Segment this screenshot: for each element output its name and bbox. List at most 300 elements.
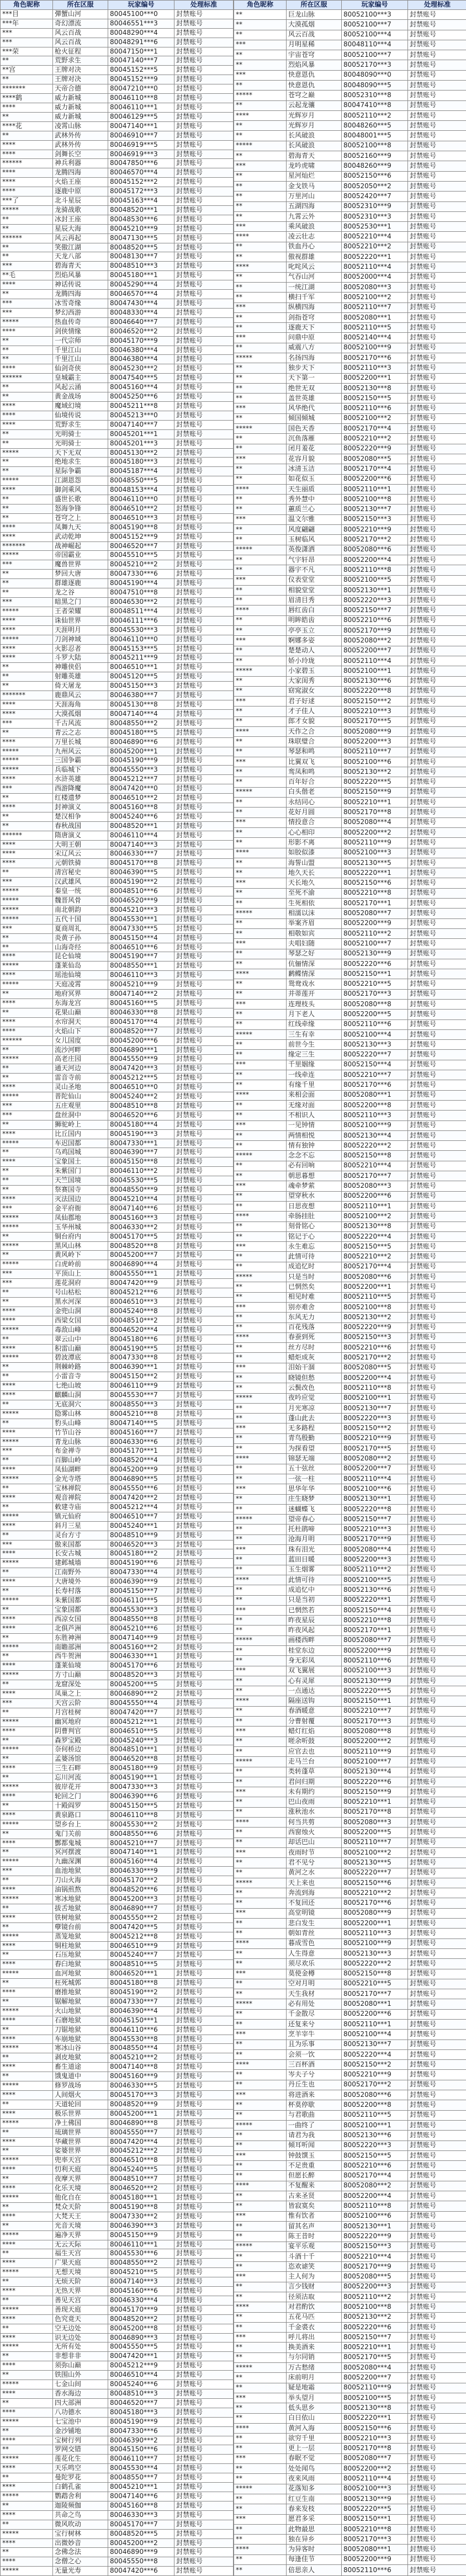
cell-player-id: 80048510***5 — [108, 1960, 174, 1969]
table-row — [234, 454, 466, 464]
table-row — [234, 2161, 466, 2171]
cell-player-id: 80046520***1 — [108, 1969, 174, 1979]
cell-server: 王牌对决 — [53, 75, 108, 84]
cell-player-id: 80052220***1 — [342, 252, 408, 262]
cell-nickname: ** — [1, 1531, 53, 1540]
cell-server: 净土佛国 — [53, 2118, 108, 2128]
cell-penalty: 封禁账号 — [408, 2474, 466, 2484]
cell-server: 盘丝洞中 — [53, 1111, 108, 1120]
cell-player-id: 80052050***2 — [342, 181, 408, 191]
table-row — [234, 514, 466, 524]
cell-server: 还复来兮 — [287, 2019, 342, 2029]
cell-server: 蓬莱仙境 — [53, 1661, 108, 1671]
cell-player-id: 80045160***9 — [108, 2072, 174, 2081]
cell-penalty: 封禁账号 — [174, 1614, 234, 1624]
cell-server: 东胜神洲 — [53, 1633, 108, 1643]
cell-penalty: 封禁账号 — [408, 798, 466, 808]
cell-nickname: ** — [234, 1130, 287, 1140]
cell-nickname: ** — [234, 676, 287, 686]
cell-penalty: 封禁账号 — [408, 2141, 466, 2150]
cell-penalty: 封禁账号 — [174, 737, 234, 747]
cell-nickname: **** — [1, 2091, 53, 2100]
cell-player-id: 80052150***3 — [342, 2242, 408, 2251]
cell-player-id: 80048153***4 — [108, 486, 174, 495]
cell-player-id: 80045510***5 — [108, 551, 174, 560]
cell-penalty: 封禁账号 — [408, 1151, 466, 1161]
cell-server: 神雕侠侣 — [53, 663, 108, 672]
cell-nickname: ****花 — [1, 121, 53, 131]
table-row — [234, 787, 466, 797]
table-row — [234, 1141, 466, 1151]
cell-server: 修罗战场 — [53, 2081, 108, 2091]
cell-penalty: 封禁账号 — [174, 1913, 234, 1922]
cell-server: 天涯明月 — [53, 625, 108, 635]
table-row — [1, 1297, 234, 1306]
table-row — [1, 1605, 234, 1614]
cell-penalty: 封禁账号 — [408, 838, 466, 848]
table-row — [234, 1282, 466, 1292]
table-row — [234, 1626, 466, 1635]
cell-player-id: 80052100***3 — [342, 1666, 408, 1676]
cell-player-id: 80047420***6 — [108, 2567, 174, 2576]
cell-penalty: 封禁账号 — [174, 2147, 234, 2156]
cell-player-id: 80045190***2 — [108, 1988, 174, 1998]
table-row — [1, 812, 234, 821]
cell-player-id: 80045211***9 — [108, 654, 174, 663]
cell-player-id: 80052170***6 — [342, 353, 408, 363]
cell-server: 惟有饮者 — [287, 2211, 342, 2221]
cell-nickname: ** — [1, 131, 53, 140]
cell-penalty: 封禁账号 — [174, 513, 234, 523]
cell-nickname: ** — [234, 2403, 287, 2413]
cell-player-id: 80052110***5 — [342, 323, 408, 333]
cell-player-id: 80046390***3 — [108, 2221, 174, 2230]
table-row — [1, 2165, 234, 2175]
cell-player-id: 80052200***2 — [342, 2464, 408, 2474]
cell-player-id: 80052100***7 — [342, 20, 408, 30]
cell-penalty: 封禁账号 — [174, 1680, 234, 1690]
cell-player-id: 80052170***5 — [342, 2352, 408, 2362]
cell-server: 君子好逑 — [287, 697, 342, 707]
table-row — [234, 697, 466, 707]
table-row — [234, 1878, 466, 1888]
table-row — [234, 726, 466, 736]
table-row — [234, 201, 466, 211]
table-row — [1, 2128, 234, 2137]
cell-player-id: 80045210***3 — [108, 905, 174, 915]
cell-nickname: *** — [234, 1060, 287, 1070]
cell-server: 朝思暮想 — [287, 1171, 342, 1181]
cell-player-id: 80045200***8 — [108, 2324, 174, 2333]
cell-player-id: 80052110***5 — [342, 1292, 408, 1302]
cell-player-id: 80047140***3 — [108, 840, 174, 849]
cell-server: 暗黑之门 — [53, 598, 108, 607]
cell-player-id: 80052220***5 — [342, 2504, 408, 2514]
cell-server: 夜摩天界 — [53, 2175, 108, 2184]
cell-nickname: ***** — [1, 2417, 53, 2426]
cell-penalty: 封禁账号 — [174, 1997, 234, 2006]
cell-server: 四大部洲 — [53, 2398, 108, 2408]
cell-player-id: 80046510***3 — [108, 513, 174, 523]
table-row — [1, 794, 234, 803]
cell-player-id: 80045200***3 — [108, 1894, 174, 1904]
cell-nickname: ** — [234, 1100, 287, 1110]
table-row — [234, 2333, 466, 2343]
cell-penalty: 封禁账号 — [408, 1999, 466, 2009]
cell-penalty: 封禁账号 — [408, 2363, 466, 2373]
cell-server: 蜡炬成灰 — [287, 1353, 342, 1363]
cell-nickname: ** — [234, 838, 287, 848]
cell-player-id: 80052210***4 — [342, 1161, 408, 1171]
cell-penalty: 封禁账号 — [174, 2175, 234, 2184]
cell-player-id: 80052170***1 — [342, 899, 408, 909]
cell-server: 换美酒来 — [287, 2343, 342, 2352]
cell-server: 通天河边 — [53, 1064, 108, 1074]
table-row — [234, 1727, 466, 1736]
cell-nickname: ** — [1, 504, 53, 513]
cell-nickname: ***** — [1, 2455, 53, 2464]
cell-player-id: 80052210***5 — [342, 1979, 408, 1989]
table-row — [1, 1176, 234, 1186]
table-row — [1, 915, 234, 924]
cell-server: 元朝铁骑 — [53, 859, 108, 868]
table-row — [1, 1186, 234, 1195]
cell-server: 青云之志 — [53, 728, 108, 737]
cell-penalty: 封禁账号 — [408, 1818, 466, 1828]
cell-penalty: 封禁账号 — [174, 1717, 234, 1727]
cell-player-id: 80045550***6 — [108, 1484, 174, 1494]
cell-penalty: 封禁账号 — [174, 812, 234, 821]
cell-nickname: ** — [234, 1080, 287, 1090]
cell-player-id: 80052170***1 — [342, 1626, 408, 1635]
cell-player-id: 80052150***1 — [342, 2514, 408, 2524]
table-row — [1, 878, 234, 887]
cell-player-id: 80046520***9 — [108, 896, 174, 906]
cell-server: 钟鼓馔玉 — [287, 2150, 342, 2160]
cell-nickname: **** — [234, 2302, 287, 2312]
cell-player-id: 80045530***4 — [108, 2464, 174, 2473]
table-row — [1, 2184, 234, 2193]
cell-nickname: *** — [1, 560, 53, 570]
cell-player-id: 80048260***9 — [342, 161, 408, 171]
cell-penalty: 封禁账号 — [408, 1908, 466, 1918]
cell-penalty: 封禁账号 — [174, 1241, 234, 1251]
cell-penalty: 封禁账号 — [174, 709, 234, 719]
cell-nickname: ** — [234, 2535, 287, 2545]
cell-penalty: 封禁账号 — [174, 1213, 234, 1223]
cell-server: 花果山巅 — [53, 1008, 108, 1017]
cell-player-id: 80048090***0 — [342, 70, 408, 80]
cell-penalty: 封禁账号 — [408, 2444, 466, 2453]
cell-player-id: 80052220***9 — [342, 444, 408, 454]
table-row — [234, 1746, 466, 1756]
cell-nickname: ** — [1, 1736, 53, 1745]
cell-penalty: 封禁账号 — [408, 1080, 466, 1090]
cell-penalty: 封禁账号 — [174, 616, 234, 625]
cell-server: 龙骑战歌 — [53, 205, 108, 215]
cell-penalty: 封禁账号 — [408, 20, 466, 30]
cell-nickname: ** — [234, 2373, 287, 2383]
cell-player-id: 80046390***6 — [108, 1792, 174, 1802]
table-row — [234, 1332, 466, 1342]
cell-server: 建邺城墙 — [53, 1559, 108, 1568]
table-row — [234, 1322, 466, 1332]
cell-server: 举头望月 — [287, 2393, 342, 2403]
cell-penalty: 封禁账号 — [174, 719, 234, 728]
cell-server: 必有用处 — [287, 1999, 342, 2009]
cell-server: 昨夜星辰 — [287, 1616, 342, 1626]
cell-nickname: **** — [1, 1690, 53, 1699]
cell-penalty: 封禁账号 — [408, 201, 466, 211]
cell-server: 炎黄子孙 — [53, 933, 108, 943]
cell-server: 凌云壮志 — [287, 232, 342, 242]
cell-penalty: 封禁账号 — [408, 1646, 466, 1656]
table-row — [1, 635, 234, 644]
cell-penalty: 封禁账号 — [408, 232, 466, 242]
cell-player-id: 80052210***6 — [342, 615, 408, 625]
cell-player-id: 80046510***3 — [108, 1297, 174, 1306]
cell-server: 一代宗师 — [53, 336, 108, 346]
table-row — [1, 644, 234, 654]
cell-server: 叱咤风云 — [287, 262, 342, 272]
cell-server: 天竺国境 — [53, 1176, 108, 1186]
table-row — [1, 766, 234, 775]
cell-nickname: ***** — [1, 2081, 53, 2091]
cell-nickname: ***** — [1, 1260, 53, 1270]
cell-nickname: *** — [234, 2090, 287, 2100]
cell-player-id: 80045200***6 — [108, 1036, 174, 1045]
cell-nickname: ** — [234, 1343, 287, 1353]
table-row — [234, 40, 466, 50]
cell-penalty: 封禁账号 — [174, 570, 234, 579]
cell-penalty: 封禁账号 — [408, 403, 466, 413]
cell-penalty: 封禁账号 — [174, 411, 234, 420]
cell-nickname: **** — [1, 775, 53, 784]
cell-nickname: ***** — [1, 1055, 53, 1064]
cell-penalty: 封禁账号 — [174, 756, 234, 766]
cell-player-id: 80045210***5 — [108, 2268, 174, 2277]
cell-server: 光音天境 — [53, 2221, 108, 2230]
cell-penalty: 封禁账号 — [408, 1070, 466, 1080]
cell-player-id: 80052130***9 — [342, 1676, 408, 1686]
cell-server: 光明骑士 — [53, 429, 108, 439]
cell-server: 诛仙世界 — [53, 616, 108, 625]
cell-nickname: ** — [1, 2202, 53, 2212]
cell-penalty: 封禁账号 — [174, 1027, 234, 1036]
cell-player-id: 80045212***2 — [108, 2147, 174, 2156]
cell-server: 铭记于心 — [287, 1231, 342, 1241]
cell-server: 方寸山巅 — [53, 1671, 108, 1680]
cell-nickname: **** — [1, 1913, 53, 1922]
cell-nickname: ** — [234, 1464, 287, 1474]
cell-penalty: 封禁账号 — [408, 1171, 466, 1181]
cell-nickname: *** — [234, 161, 287, 171]
cell-nickname: **** — [234, 232, 287, 242]
cell-server: 奈何桥边 — [53, 1745, 108, 1755]
cell-nickname: ** — [234, 1979, 287, 1989]
cell-server: 皆寂寞矣 — [287, 2201, 342, 2211]
cell-player-id: 80045200***2 — [108, 2538, 174, 2548]
cell-penalty: 封禁账号 — [408, 636, 466, 646]
table-row — [1, 1363, 234, 1372]
cell-player-id: 80047330***4 — [108, 1568, 174, 1578]
cell-nickname: ***** — [234, 424, 287, 434]
table-row — [1, 1717, 234, 1727]
cell-penalty: 封禁账号 — [408, 1403, 466, 1413]
cell-player-id: 80045190***5 — [108, 1344, 174, 1353]
cell-player-id: 80052220***5 — [342, 777, 408, 787]
cell-penalty: 封禁账号 — [408, 2393, 466, 2403]
cell-nickname: ** — [234, 2292, 287, 2302]
table-row — [1, 737, 234, 747]
cell-penalty: 封禁账号 — [174, 1904, 234, 1913]
cell-penalty: 封禁账号 — [174, 990, 234, 999]
cell-penalty: 封禁账号 — [408, 1272, 466, 1282]
cell-server: 万里长城 — [53, 737, 108, 747]
table-row — [1, 1876, 234, 1885]
cell-penalty: 封禁账号 — [174, 1661, 234, 1671]
cell-server: 血河地狱 — [53, 1969, 108, 1979]
cell-player-id: 80048510***1 — [108, 1745, 174, 1755]
table-row — [234, 20, 466, 30]
cell-nickname: ** — [1, 990, 53, 999]
cell-penalty: 封禁账号 — [408, 1938, 466, 1948]
cell-nickname: ** — [234, 373, 287, 383]
cell-penalty: 封禁账号 — [408, 1343, 466, 1353]
cell-player-id: 80052210***7 — [342, 1070, 408, 1080]
cell-player-id: 80052130***2 — [342, 1313, 408, 1322]
cell-server: 碧海青天 — [53, 262, 108, 271]
table-row — [234, 1777, 466, 1787]
cell-penalty: 封禁账号 — [174, 1633, 234, 1643]
cell-nickname: ** — [234, 555, 287, 565]
table-row — [1, 747, 234, 756]
table-row — [234, 1050, 466, 1060]
cell-penalty: 封禁账号 — [174, 2538, 234, 2548]
cell-player-id: 80045150***9 — [108, 2230, 174, 2240]
cell-server: 大唐境外 — [53, 1578, 108, 1587]
cell-nickname: ** — [234, 2009, 287, 2019]
table-row — [1, 2100, 234, 2109]
cell-server: 竹节山谷 — [53, 1428, 108, 1437]
cell-nickname: **** — [1, 280, 53, 290]
table-row — [234, 1171, 466, 1181]
cell-server: 君问归期 — [287, 1777, 342, 1787]
cell-server: 威震八方 — [287, 343, 342, 353]
cell-player-id: 80046110***7 — [108, 2455, 174, 2464]
cell-server: 玉华州城 — [53, 1223, 108, 1232]
cell-penalty: 封禁账号 — [174, 1960, 234, 1969]
cell-penalty: 封禁账号 — [174, 1279, 234, 1288]
cell-penalty: 封禁账号 — [174, 2202, 234, 2212]
cell-server: 朱紫国都 — [53, 1596, 108, 1605]
cell-server: 此物最思 — [287, 2524, 342, 2534]
cell-server: 南瞻部洲 — [53, 1643, 108, 1652]
cell-penalty: 封禁账号 — [408, 535, 466, 545]
cell-nickname: ** — [1, 336, 53, 346]
table-row — [1, 196, 234, 206]
cell-penalty: 封禁账号 — [174, 1829, 234, 1839]
table-row — [234, 2302, 466, 2312]
cell-server: 永生难忘 — [287, 1242, 342, 1252]
cell-nickname: *** — [234, 1302, 287, 1312]
cell-nickname: ** — [1, 1904, 53, 1913]
table-row — [1, 1335, 234, 1344]
cell-penalty: 封禁账号 — [408, 2373, 466, 2383]
cell-player-id: 80046110***6 — [108, 2025, 174, 2035]
cell-penalty: 封禁账号 — [408, 2322, 466, 2332]
cell-nickname: ** — [234, 1040, 287, 1050]
cell-server: 烈焰风暴 — [53, 271, 108, 280]
cell-player-id: 80045550***9 — [108, 1055, 174, 1064]
cell-penalty: 封禁账号 — [408, 1181, 466, 1191]
table-row — [1, 598, 234, 607]
cell-nickname: ** — [234, 2413, 287, 2423]
cell-server: 宝象国都 — [53, 1605, 108, 1614]
cell-server: 仙境传说 — [53, 411, 108, 420]
cell-server: 车迟国都 — [53, 1139, 108, 1148]
cell-server: 极乐世界 — [53, 2109, 108, 2118]
cell-nickname: **** — [1, 2109, 53, 2118]
cell-server: 倍思亲人 — [287, 2565, 342, 2576]
cell-player-id: 80052200***2 — [342, 1736, 408, 1746]
table-row — [1, 1867, 234, 1876]
cell-penalty: 封禁账号 — [408, 353, 466, 363]
cell-penalty: 封禁账号 — [174, 598, 234, 607]
table-row — [1, 1885, 234, 1895]
cell-player-id: 80052080***2 — [342, 636, 408, 646]
cell-player-id: 80045530***2 — [108, 1820, 174, 1829]
table-row — [234, 2191, 466, 2201]
cell-penalty: 封禁账号 — [174, 1922, 234, 1932]
cell-penalty: 封禁账号 — [408, 888, 466, 898]
cell-penalty: 封禁账号 — [174, 2277, 234, 2287]
cell-server: 宝林禅院 — [53, 1484, 108, 1494]
cell-penalty: 封禁账号 — [408, 2565, 466, 2576]
cell-server: 留其名声 — [287, 2221, 342, 2231]
cell-penalty: 封禁账号 — [408, 424, 466, 434]
cell-penalty: 封禁账号 — [174, 38, 234, 47]
cell-player-id: 80052200***9 — [342, 918, 408, 928]
cell-penalty: 封禁账号 — [174, 504, 234, 513]
cell-server: 烈焰风暴 — [287, 60, 342, 70]
cell-penalty: 封禁账号 — [174, 2510, 234, 2520]
cell-nickname: ** — [1, 513, 53, 523]
cell-nickname: ***** — [234, 1999, 287, 2009]
cell-server: 月宫桂树 — [53, 1708, 108, 1717]
table-row — [1, 1195, 234, 1204]
cell-penalty: 封禁账号 — [408, 1444, 466, 1454]
table-row — [234, 1433, 466, 1443]
cell-player-id: 80047140***3 — [108, 2277, 174, 2287]
cell-nickname: *** — [234, 1000, 287, 1010]
table-row — [234, 1363, 466, 1373]
cell-server: 言少钱财 — [287, 2282, 342, 2292]
cell-player-id: 80052150***3 — [342, 1332, 408, 1342]
table-row — [234, 211, 466, 221]
cell-nickname: *** — [1, 784, 53, 794]
table-row — [234, 1494, 466, 1504]
table-row — [234, 2545, 466, 2554]
cell-nickname: ** — [234, 1676, 287, 1686]
cell-player-id: 80045172***3 — [108, 187, 174, 196]
cell-penalty: 封禁账号 — [408, 2070, 466, 2080]
cell-penalty: 封禁账号 — [408, 1898, 466, 1908]
cell-server: 倾国倾城 — [287, 413, 342, 423]
cell-nickname: *** — [234, 1605, 287, 1615]
cell-player-id: 80046380***4 — [108, 355, 174, 364]
cell-penalty: 封禁账号 — [174, 644, 234, 654]
